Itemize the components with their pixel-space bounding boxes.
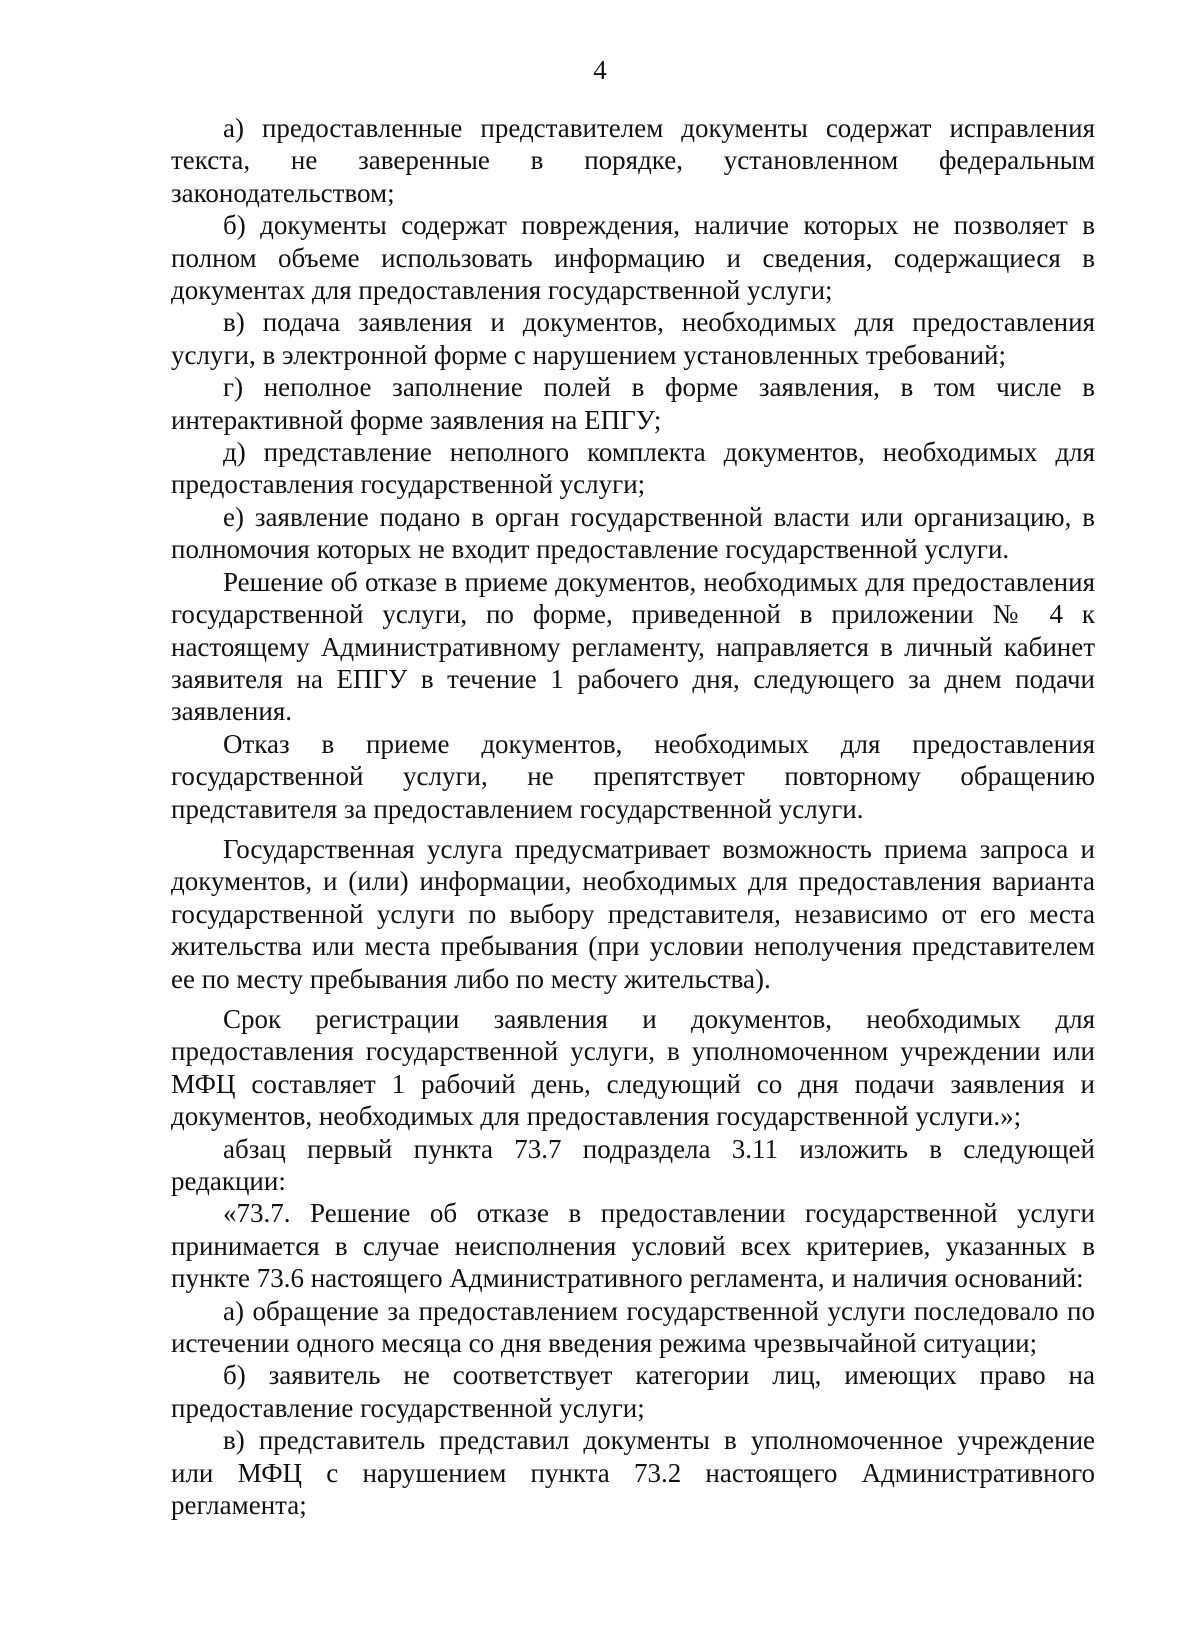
page-number: 4 — [593, 55, 607, 85]
paragraph-73-7-item-v: в) представитель представил документы в уполномоченное учреждение или МФЦ с нарушением пункта 73.2 настоящего Административного регламента; — [171, 1425, 1095, 1521]
paragraph-amendment-73-7: абзац первый пункта 73.7 подраздела 3.11 изложить в следующей редакции: — [171, 1133, 1095, 1196]
paragraph-registration-term: Срок регистрации заявления и документов, необходимых для предоставления государственной услуги, в уполномоченном учреждении или МФЦ составляет 1 рабочий день, следующий со дня подачи заявления и документов, необходимых для предоставления государственной услуги.»; — [171, 1003, 1095, 1132]
paragraph-refusal-no-obstacle: Отказ в приеме документов, необходимых для предоставления государственной услуги, не препятствует повторному обращению представителя за предоставлением государственной услуги. — [171, 728, 1095, 824]
paragraph-item-d-incomplete-documents: д) представление неполного комплекта документов, необходимых для предоставления государственной услуги; — [171, 437, 1095, 500]
paragraph-73-7-text: «73.7. Решение об отказе в предоставлении государственной услуги принимается в случае неисполнения условий всех критериев, указанных в пункте 73.6 настоящего Административного регламента, и наличия оснований: — [171, 1198, 1095, 1294]
paragraph-73-7-item-a: а) обращение за предоставлением государственной услуги последовало по истечении одного месяца со дня введения режима чрезвычайной ситуации; — [171, 1295, 1095, 1359]
paragraph-item-v-electronic-form: в) подача заявления и документов, необходимых для предоставления услуги, в электронной форме с нарушением установленных требований; — [171, 307, 1095, 370]
document-body — [171, 112, 1095, 1521]
paragraph-item-e-wrong-authority: е) заявление подано в орган государственной власти или организацию, в полномочия которых не входит предоставление государственной услуги. — [171, 501, 1095, 565]
paragraph-item-a-corrections: а) предоставленные представителем документы содержат исправления текста, не заверенные в порядке, установленном федеральным законодательством; — [171, 113, 1095, 208]
paragraph-item-g-incomplete-fields: г) неполное заполнение полей в форме заявления, в том числе в интерактивной форме заявления на ЕПГУ; — [171, 372, 1095, 435]
paragraph-item-b-damage: б) документы содержат повреждения, наличие которых не позволяет в полном объеме использовать информацию и сведения, содержащиеся в документах для предоставления государственной услуги; — [171, 210, 1095, 306]
paragraph-service-reception: Государственная услуга предусматривает возможность приема запроса и документов, и (или) информации, необходимых для предоставления варианта государственной услуги по выбору представителя, независимо от его места жительства или места пребывания (при условии неполучения представителем ее по месту пребывания либо по месту жительства). — [171, 833, 1095, 994]
paragraph-73-7-item-b: б) заявитель не соответствует категории лиц, имеющих право на предоставление государственной услуги; — [171, 1360, 1095, 1423]
paragraph-refusal-decision: Решение об отказе в приеме документов, необходимых для предоставления государственной услуги, по форме, приведенной в приложении № 4 к настоящему Административному регламенту, направляется в личный кабинет заявителя на ЕПГУ в течение 1 рабочего дня, следующего за днем подачи заявления. — [171, 566, 1095, 727]
